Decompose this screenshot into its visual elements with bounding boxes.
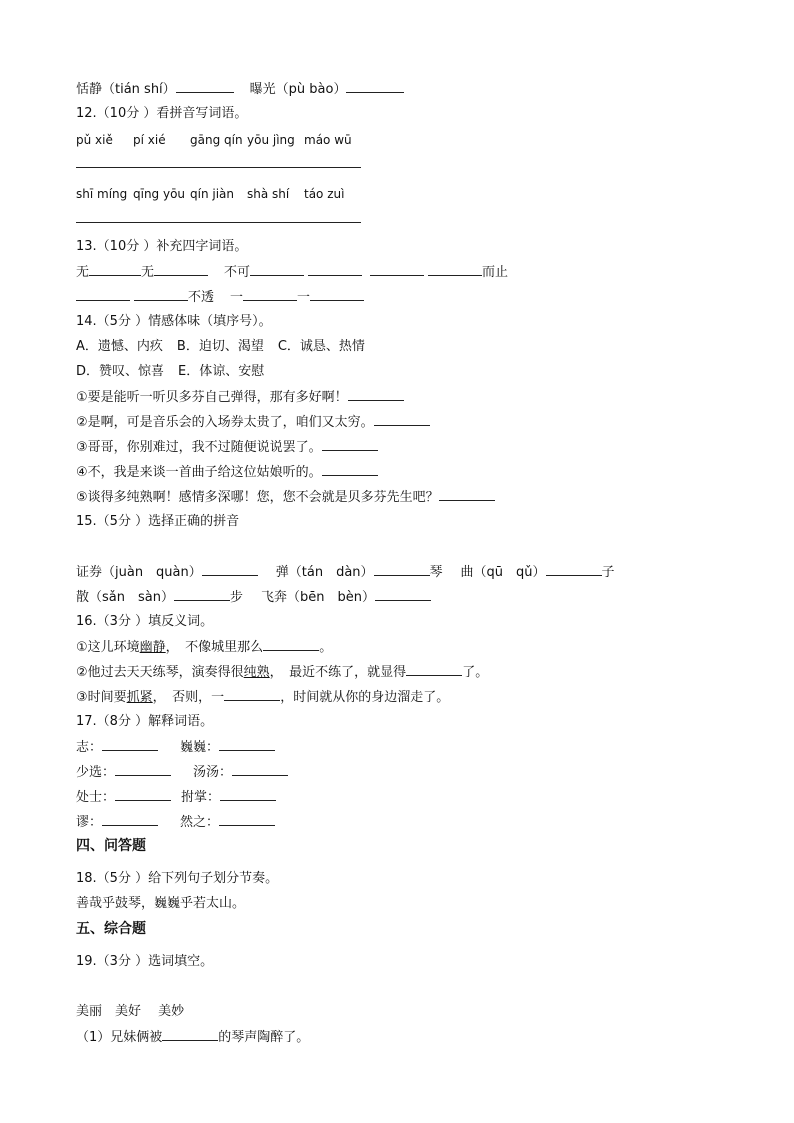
section-5-title: 五、综合题 bbox=[76, 921, 146, 937]
answer-blank[interactable] bbox=[219, 738, 275, 751]
underlined-word: 幽静 bbox=[139, 640, 166, 655]
answer-blank[interactable] bbox=[115, 763, 171, 776]
answer-blank[interactable] bbox=[370, 263, 424, 276]
underlined-word: 抓紧 bbox=[126, 690, 153, 705]
term: 谬： bbox=[76, 815, 103, 830]
option-e: E．体谅、安慰 bbox=[178, 364, 265, 379]
idiom-char: 无 bbox=[76, 265, 90, 280]
idiom-row-2 bbox=[76, 288, 364, 307]
word-options: 美丽 美好 美妙 bbox=[76, 1004, 185, 1019]
choice-suffix: 子 bbox=[601, 565, 615, 580]
answer-blank[interactable] bbox=[133, 210, 190, 223]
sentence-5 bbox=[76, 488, 495, 507]
word-row-top bbox=[76, 80, 404, 99]
sentence-3 bbox=[76, 438, 378, 457]
explain-row-3 bbox=[76, 788, 276, 807]
sentence-4 bbox=[76, 463, 378, 482]
sentence-text: ①要是能听一听贝多芬自己弹得，那有多好啊！ bbox=[76, 390, 348, 405]
choice-qu: 曲（qū qǔ） bbox=[460, 565, 546, 580]
answer-blank[interactable] bbox=[374, 563, 430, 576]
answer-blank-row-1 bbox=[76, 155, 361, 174]
sentence-text: ④不，我是来谈一首曲子给这位姑娘听的。 bbox=[76, 465, 322, 480]
sentence-1 bbox=[76, 388, 404, 407]
idiom-char: 一 bbox=[230, 290, 244, 305]
answer-blank[interactable] bbox=[133, 155, 190, 168]
pinyin-item: máo wū bbox=[304, 133, 352, 147]
answer-blank[interactable] bbox=[250, 263, 304, 276]
explain-row-2 bbox=[76, 763, 288, 782]
sentence-text: ②是啊，可是音乐会的入场券太贵了，咱们又太穷。 bbox=[76, 415, 374, 430]
options-row-2 bbox=[76, 363, 264, 381]
choice-suffix: 琴 bbox=[429, 565, 443, 580]
pinyin-row-2 bbox=[76, 185, 361, 203]
pinyin-item: yōu jìng bbox=[247, 133, 295, 147]
pinyin-item: pí xié bbox=[133, 133, 166, 147]
term: 少选： bbox=[76, 765, 116, 780]
pinyin-item: pǔ xiě bbox=[76, 133, 113, 147]
answer-blank[interactable] bbox=[154, 263, 208, 276]
idiom-char: 一 bbox=[297, 290, 311, 305]
pinyin-choice-row-2 bbox=[76, 588, 431, 607]
sentence-text: 的琴声陶醉了。 bbox=[218, 1030, 310, 1045]
answer-blank[interactable] bbox=[232, 763, 288, 776]
sentence-text: 了。 bbox=[462, 665, 489, 680]
question-19-header: 19.（3分 ）选词填空。 bbox=[76, 954, 214, 969]
answer-blank[interactable] bbox=[263, 638, 319, 651]
term: 巍巍： bbox=[180, 740, 220, 755]
answer-blank[interactable] bbox=[102, 813, 158, 826]
answer-blank[interactable] bbox=[322, 438, 378, 451]
idiom-char: 不可 bbox=[224, 265, 251, 280]
answer-blank[interactable] bbox=[162, 1028, 218, 1041]
option-b: B．迫切、渴望 bbox=[176, 339, 264, 354]
pinyin-choice-row-1 bbox=[76, 563, 615, 582]
options-row-1 bbox=[76, 338, 365, 356]
sentence-text: ， 最近不练了，就显得 bbox=[269, 665, 407, 680]
answer-blank[interactable] bbox=[322, 463, 378, 476]
question-13-header: 13.（10分 ）补充四字词语。 bbox=[76, 239, 248, 254]
answer-blank[interactable] bbox=[89, 263, 141, 276]
question-18-text: 善哉乎鼓琴，巍巍乎若太山。 bbox=[76, 896, 246, 911]
word-tianjing: 恬静（tián shí） bbox=[76, 82, 176, 97]
answer-blank[interactable] bbox=[546, 563, 602, 576]
answer-blank[interactable] bbox=[310, 288, 364, 301]
sentence-text: ①这儿环境 bbox=[76, 640, 140, 655]
answer-blank[interactable] bbox=[304, 210, 361, 223]
option-c: C．诚恳、热情 bbox=[277, 339, 365, 354]
answer-blank[interactable] bbox=[76, 155, 133, 168]
sentence-text: ， 不像城里那么 bbox=[165, 640, 264, 655]
pinyin-row-1 bbox=[76, 131, 361, 149]
answer-blank[interactable] bbox=[348, 388, 404, 401]
answer-blank[interactable] bbox=[439, 488, 495, 501]
answer-blank[interactable] bbox=[374, 413, 430, 426]
answer-blank[interactable] bbox=[304, 155, 361, 168]
answer-blank[interactable] bbox=[202, 563, 258, 576]
answer-blank[interactable] bbox=[220, 788, 276, 801]
answer-blank[interactable] bbox=[115, 788, 171, 801]
term: 汤汤： bbox=[193, 765, 233, 780]
answer-blank[interactable] bbox=[219, 813, 275, 826]
explain-row-4 bbox=[76, 813, 275, 832]
choice-feiben: 飞奔（bēn bèn） bbox=[260, 590, 375, 605]
sentence-text: 。 bbox=[319, 640, 333, 655]
option-a: A．遗憾、内疚 bbox=[76, 339, 163, 354]
option-d: D．赞叹、惊喜 bbox=[76, 364, 165, 379]
answer-blank[interactable] bbox=[247, 210, 304, 223]
answer-blank[interactable] bbox=[308, 263, 362, 276]
word-baoguang: 曝光（pù bào） bbox=[249, 82, 347, 97]
answer-blank[interactable] bbox=[406, 663, 462, 676]
answer-blank[interactable] bbox=[174, 588, 230, 601]
answer-blank[interactable] bbox=[176, 80, 234, 93]
idiom-char: 无 bbox=[141, 265, 155, 280]
question-14-header: 14.（5分 ）情感体味（填序号）。 bbox=[76, 314, 272, 329]
sentence-text: ②他过去天天练琴，演奏得很 bbox=[76, 665, 244, 680]
sentence-text: ③哥哥，你别难过，我不过随便说说罢了。 bbox=[76, 440, 322, 455]
answer-blank[interactable] bbox=[76, 210, 133, 223]
answer-blank[interactable] bbox=[134, 288, 188, 301]
idiom-char: 而止 bbox=[482, 265, 509, 280]
pinyin-item: qín jiàn bbox=[190, 187, 234, 201]
explain-row-1 bbox=[76, 738, 275, 757]
term: 处士： bbox=[76, 790, 116, 805]
choice-san: 散（sǎn sàn） bbox=[76, 590, 174, 605]
answer-blank[interactable] bbox=[102, 738, 158, 751]
choice-tan: 弹（tán dàn） bbox=[275, 565, 374, 580]
term: 志： bbox=[76, 740, 103, 755]
answer-blank[interactable] bbox=[375, 588, 431, 601]
term: 拊掌： bbox=[181, 790, 221, 805]
antonym-line-3 bbox=[76, 688, 449, 707]
answer-blank[interactable] bbox=[224, 688, 280, 701]
answer-blank[interactable] bbox=[76, 288, 130, 301]
term: 然之： bbox=[180, 815, 220, 830]
answer-blank[interactable] bbox=[190, 210, 247, 223]
answer-blank-row-2 bbox=[76, 210, 361, 229]
section-4-title: 四、问答题 bbox=[76, 838, 146, 854]
underlined-word: 纯熟 bbox=[243, 665, 270, 680]
sentence-text: （1）兄妹俩被 bbox=[76, 1030, 163, 1045]
antonym-line-2 bbox=[76, 663, 488, 682]
question-16-header: 16.（3分 ）填反义词。 bbox=[76, 614, 214, 629]
sentence-text: ， 否则，一 bbox=[152, 690, 225, 705]
pinyin-item: gāng qín bbox=[190, 133, 243, 147]
idiom-char: 不透 bbox=[188, 290, 215, 305]
choice-suffix: 步 bbox=[229, 590, 243, 605]
question-18-header: 18.（5分 ）给下列句子划分节奏。 bbox=[76, 871, 279, 886]
pinyin-item: táo zuì bbox=[304, 187, 345, 201]
fill-sentence-1 bbox=[76, 1028, 309, 1047]
sentence-text: ③时间要 bbox=[76, 690, 127, 705]
choice-zhengquan: 证券（juàn quàn） bbox=[76, 565, 202, 580]
answer-blank[interactable] bbox=[247, 155, 304, 168]
pinyin-item: shī míng bbox=[76, 187, 128, 201]
sentence-2 bbox=[76, 413, 430, 432]
sentence-text: ⑤谈得多纯熟啊！感情多深哪！您，您不会就是贝多芬先生吧？ bbox=[76, 490, 439, 505]
question-15-header: 15.（5分 ）选择正确的拼音 bbox=[76, 514, 240, 529]
answer-blank[interactable] bbox=[346, 80, 404, 93]
pinyin-item: qīng yōu bbox=[133, 187, 186, 201]
pinyin-item: shà shí bbox=[247, 187, 290, 201]
idiom-row-1 bbox=[76, 263, 508, 282]
answer-blank[interactable] bbox=[243, 288, 297, 301]
sentence-text: ，时间就从你的身边溜走了。 bbox=[280, 690, 450, 705]
answer-blank[interactable] bbox=[428, 263, 482, 276]
answer-blank[interactable] bbox=[190, 155, 247, 168]
question-17-header: 17.（8分 ）解释词语。 bbox=[76, 714, 214, 729]
question-12-header: 12.（10分 ）看拼音写词语。 bbox=[76, 106, 248, 121]
antonym-line-1 bbox=[76, 638, 332, 657]
